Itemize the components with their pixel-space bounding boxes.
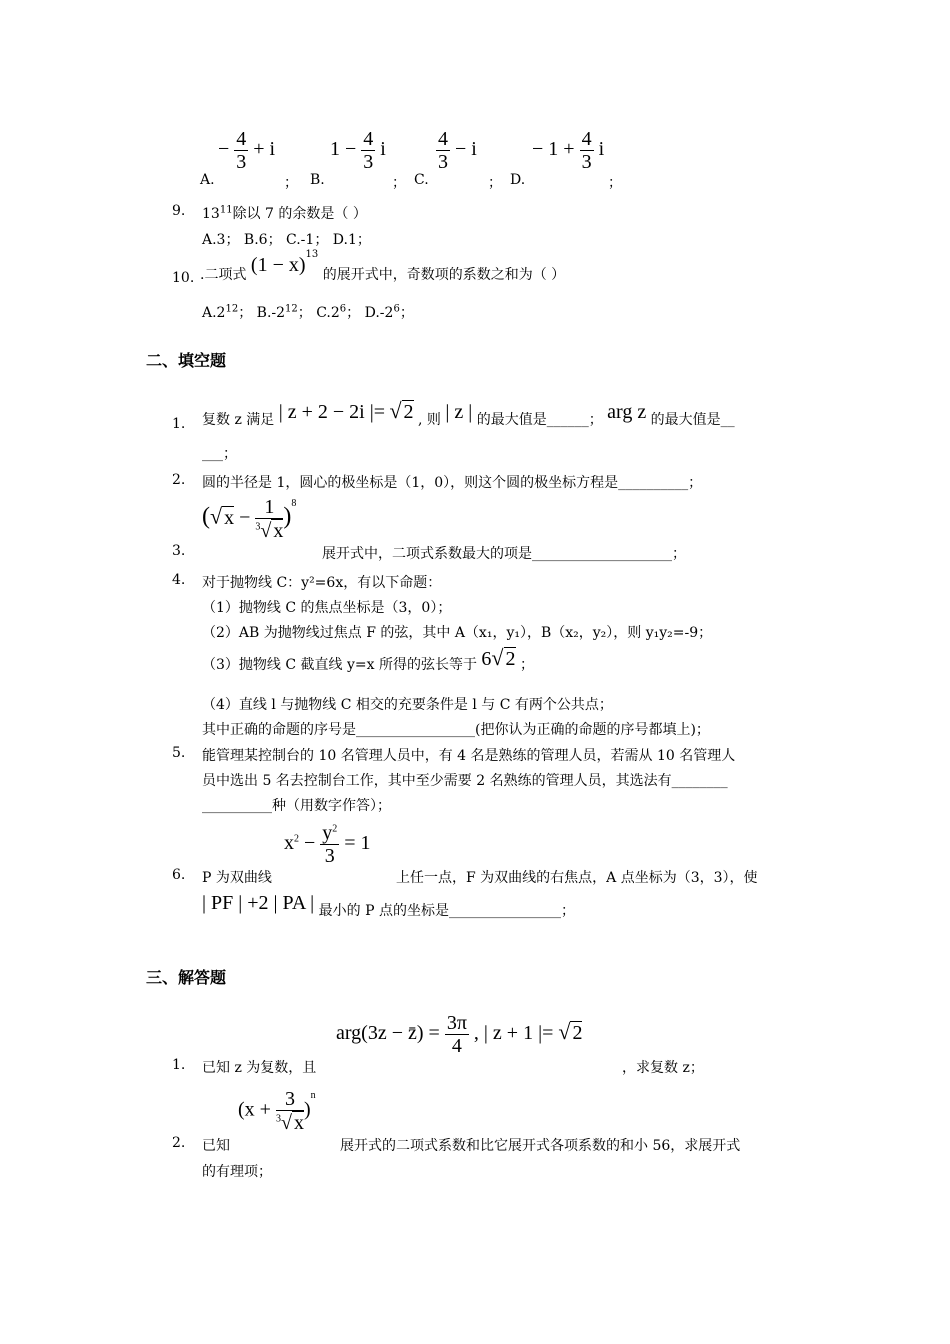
q10-expr: (1 − x): [250, 254, 306, 276]
q10-d-exp: 6: [393, 303, 400, 315]
q8-c-post: − i: [455, 138, 477, 161]
q9-options: A.3； B.6； C.-1； D.1；: [202, 232, 371, 248]
q9-exp: 11: [219, 204, 233, 216]
f1-stem: [202, 398, 735, 428]
f4-number: 4.: [172, 572, 186, 588]
q8-c-den: 3: [438, 151, 448, 173]
q10-b: ； B.-2: [238, 305, 286, 321]
q10-pre: .二项式: [200, 267, 247, 283]
q8-c-fraction: [436, 128, 450, 173]
f1-sqrt: √ 2: [389, 398, 414, 423]
f1-absz: | z |: [445, 401, 473, 423]
q8-a-pre: −: [218, 138, 230, 161]
f5-line3: __________种（用数字作答）；: [202, 798, 391, 814]
s2-den: $^3$√ x: [275, 1112, 304, 1134]
s1-expr: [336, 1012, 582, 1057]
q10-c: ； C.2: [297, 305, 340, 321]
q8-option-d-expr: [532, 128, 604, 173]
q8-option-a-label: A.: [200, 172, 215, 188]
q8-sep-d: ；: [608, 175, 622, 191]
q8-b-num: 4: [363, 128, 374, 150]
q9-text: 除以 7 的余数是（ ）: [232, 206, 367, 222]
s1-arg: arg(3z − z̄) =: [336, 1022, 440, 1045]
s1-radical: √: [558, 1019, 571, 1045]
f6-den: 3: [324, 845, 335, 867]
q8-sep-b: ；: [392, 175, 406, 191]
f3-text: 展开式中，二项式系数最大的项是____________________；: [322, 546, 686, 562]
q8-b-fraction: [361, 128, 375, 173]
s1-pre: 已知 z 为复数，且: [202, 1060, 317, 1076]
q8-option-b-expr: [330, 128, 386, 173]
f4-line4: （4）直线 l 与抛物线 C 相交的充要条件是 l 与 C 有两个公共点；: [202, 697, 613, 713]
f1-text2: 的最大值是__: [650, 412, 735, 428]
f6-eq: = 1: [344, 832, 371, 855]
f5-line2: 员中选出 5 名去控制台工作，其中至少需要 2 名熟练的管理人员，其选法有________: [202, 773, 728, 789]
f3-minus: −: [239, 506, 251, 529]
s1-post: ，求复数 z；: [622, 1060, 704, 1076]
q10-text: 的展开式中，奇数项的系数之和为（ ）: [322, 267, 566, 283]
f3-num: 1: [255, 496, 283, 519]
f3-exp: 8: [291, 497, 297, 509]
f4-line3: [202, 645, 534, 671]
q9-number: 9.: [172, 203, 186, 219]
q9-base: 13: [202, 206, 220, 222]
q10-end: ；: [399, 305, 414, 321]
f1-number: 1.: [172, 416, 186, 432]
f3-den: $^3$√ x: [255, 520, 284, 542]
s2-den-rad: x: [293, 1112, 304, 1134]
f3-root-index: 3: [255, 521, 261, 533]
f3-lparen: (: [202, 503, 210, 530]
f4-line3-pre: （3）抛物线 C 截直线 y=x 所得的弦长等于: [202, 657, 477, 673]
f3-rad: x: [224, 506, 235, 529]
q10-options: [202, 302, 414, 322]
s2-rparen: ): [303, 1098, 311, 1121]
section3-title: 三、解答题: [146, 968, 227, 987]
f4-line2: （2）AB 为抛物线过焦点 F 的弦，其中 A（x₁，y₁），B（x₂，y₂），则 y₁y₂=-9；: [202, 625, 713, 641]
f2-number: 2.: [172, 472, 186, 488]
f4-line3-rad: 2: [505, 648, 516, 670]
s1-fraction: [445, 1012, 469, 1057]
f6-num: [320, 822, 339, 845]
q8-option-a-expr: [218, 128, 275, 173]
q10-b-exp: 12: [285, 303, 298, 315]
q8-option-b-label: B.: [310, 172, 325, 188]
q8-options: [200, 128, 620, 190]
q10-exp: 13: [305, 249, 319, 261]
q8-b-post: i: [380, 138, 386, 161]
f3-radical: √: [210, 503, 223, 529]
s1-number: 1.: [172, 1057, 186, 1073]
f6-number: 6.: [172, 867, 186, 883]
f1-argz: arg z: [607, 401, 647, 423]
f6-text1: 上任一点，F 为双曲线的右焦点，A 点坐标为（3，3），使: [396, 870, 758, 886]
f1-continuation: ___；: [202, 446, 237, 462]
f3-fraction: [255, 496, 283, 542]
q8-sep-a: ；: [284, 175, 298, 191]
s1-rad: 2: [572, 1022, 583, 1045]
f6-x2-exp: 2: [294, 833, 299, 845]
f6-x2: x: [284, 832, 294, 855]
s1-den: 4: [451, 1035, 462, 1057]
q10-a-exp: 12: [225, 303, 239, 315]
f6-num-exp: 2: [332, 823, 338, 835]
s2-number: 2.: [172, 1135, 186, 1151]
f4-line3-coef: 6: [481, 648, 492, 670]
f3-number: 3.: [172, 543, 186, 559]
f3-den-rad: x: [273, 520, 284, 542]
s2-text1: 展开式的二项式系数和比它展开式各项系数的和小 56，求展开式: [340, 1138, 741, 1154]
f4-line1: （1）抛物线 C 的焦点坐标是（3，0）；: [202, 600, 452, 616]
f1-pre: 复数 z 满足: [202, 412, 275, 428]
f5-number: 5.: [172, 745, 186, 761]
q8-b-den: 3: [363, 151, 374, 173]
q10-number: 10.: [172, 270, 195, 286]
q8-b-pre: 1 −: [330, 138, 357, 161]
s2-text2: 的有理项；: [202, 1164, 272, 1180]
section2-title: 二、填空题: [146, 351, 227, 370]
f4-line3-post: ；: [519, 657, 534, 673]
q10-stem: [200, 249, 566, 283]
f4-line3-expr: 6√ 2: [481, 645, 516, 670]
q8-option-c-expr: [436, 128, 477, 173]
q8-d-fraction: [580, 128, 594, 173]
f6-text2: 最小的 P 点的坐标是________________；: [318, 903, 575, 919]
q10-a: A.2: [202, 305, 226, 321]
q10-c-exp: 6: [339, 303, 347, 315]
f2-text: 圆的半径是 1，圆心的极坐标是（1，0），则这个圆的极坐标方程是__________；: [202, 475, 703, 491]
q9-stem: [202, 203, 367, 223]
s2-exp: n: [310, 1089, 316, 1101]
q8-option-c-label: C.: [414, 172, 429, 188]
f1-sqrt-radicand: 2: [403, 401, 414, 423]
s2-expr: [238, 1088, 316, 1134]
s2-lparen: (x +: [238, 1098, 271, 1121]
f1-text1: 的最大值是______；: [476, 412, 603, 428]
s1-num: 3π: [446, 1012, 467, 1034]
s2-fraction: [276, 1088, 304, 1134]
q8-d-pre: − 1 +: [532, 138, 575, 161]
f6-num-y: y: [322, 822, 333, 844]
q8-a-post: + i: [253, 138, 276, 161]
f1-mid: , 则: [418, 412, 441, 428]
f6-expr2: | PF | +2 | PA |: [202, 892, 315, 914]
f3-rparen: ): [283, 503, 292, 530]
f1-expr: | z + 2 − 2i |=: [278, 401, 386, 423]
s2-num: 3: [276, 1088, 304, 1111]
q8-d-post: i: [598, 138, 605, 161]
f5-line1: 能管理某控制台的 10 名管理人员中，有 4 名是熟练的管理人员，若需从 10 名管理人: [202, 748, 736, 764]
f6-hyperbola-expr: [284, 822, 371, 867]
f6-fraction: [320, 822, 339, 867]
q8-a-fraction: [234, 128, 248, 173]
q8-sep-c: ；: [488, 175, 502, 191]
q8-a-num: 4: [236, 128, 247, 150]
s2-root-index: 3: [275, 1113, 281, 1125]
f6-line2: [202, 892, 575, 919]
f3-expr: [202, 496, 296, 542]
s2-pre: 已知: [202, 1138, 230, 1154]
f6-minus: −: [304, 832, 316, 855]
q10-d: ； D.-2: [346, 305, 394, 321]
q8-a-den: 3: [236, 151, 247, 173]
q8-d-den: 3: [581, 151, 592, 173]
q8-option-d-label: D.: [510, 172, 526, 188]
q8-c-num: 4: [438, 128, 448, 150]
f4-line0: 对于抛物线 C：y²=6x，有以下命题：: [202, 575, 442, 591]
f4-line5: 其中正确的命题的序号是_________________(把你认为正确的命题的序号都填上)；: [202, 722, 710, 738]
s1-mid: , | z + 1 |=: [473, 1022, 554, 1045]
f6-pre: P 为双曲线: [202, 870, 272, 886]
q8-d-num: 4: [581, 128, 592, 150]
